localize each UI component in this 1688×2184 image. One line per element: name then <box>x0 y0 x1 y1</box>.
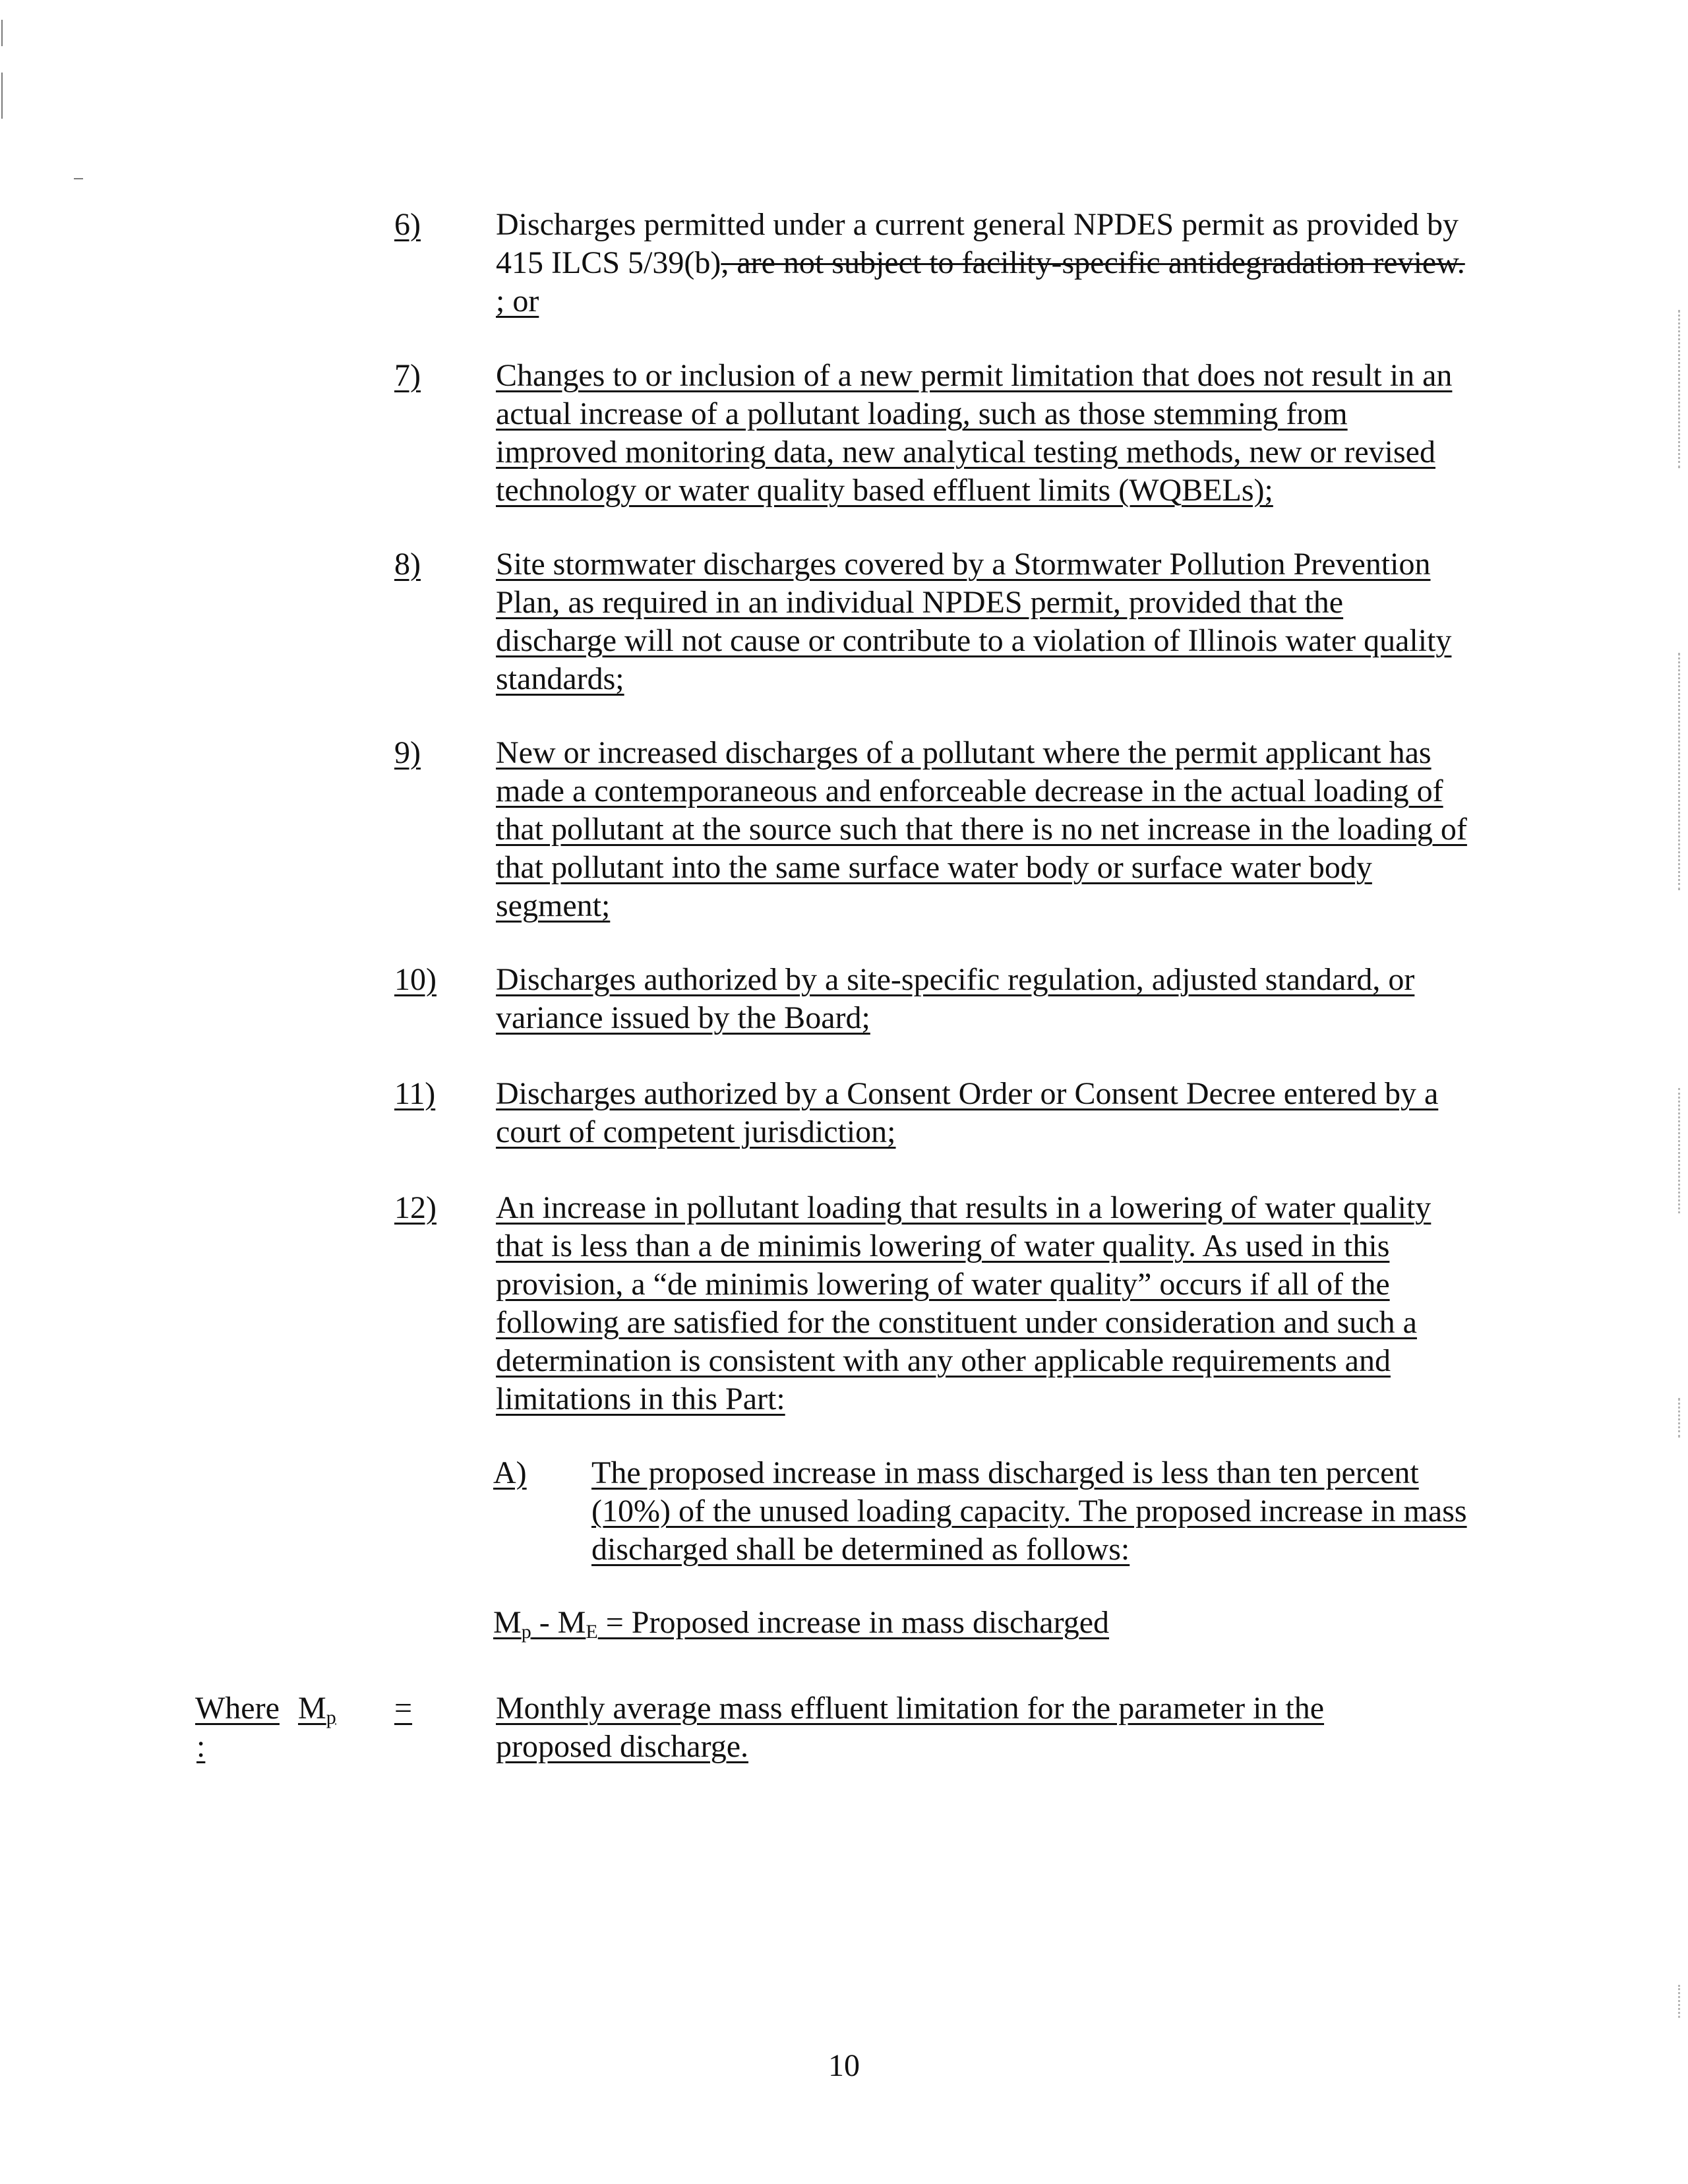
where-definition: Monthly average mass effluent limitation for the parameter in the proposed discharge. <box>496 1691 1325 1764</box>
item-8-text: Site stormwater discharges covered by a Stormwater Pollution Prevention Plan, as required in an individual NPDES permit, provided that the discharge will not cause or contribute to a violation of Illinois water quality standards; <box>496 547 1452 696</box>
scan-mark <box>74 178 83 179</box>
item-6-plain: Discharges permitted under a current general NPDES permit as provided by 415 ILCS 5/39(b) <box>496 207 1459 280</box>
item-6-text <box>496 206 1472 320</box>
where-symbol-m: M <box>298 1691 326 1726</box>
scan-mark <box>1678 1398 1684 1438</box>
scan-mark <box>1678 1088 1684 1213</box>
item-9-number: 9) <box>394 735 421 770</box>
item-12-number: 12) <box>394 1190 437 1225</box>
where-symbol <box>298 1689 336 1737</box>
item-9-text: New or increased discharges of a pollutant where the permit applicant has made a contemporaneous and enforceable decrease in the actual loading of that pollutant at the source such that there is no net increase in the loading of that pollutant into the same surface water body or surface water body segment; <box>496 735 1467 923</box>
scan-mark <box>1678 310 1684 468</box>
scan-mark <box>1 73 3 119</box>
item-10-number: 10) <box>394 962 437 997</box>
item-6-deleted: , are not subject to facility-specific antidegradation review. <box>721 245 1465 280</box>
item-6-number: 6) <box>394 207 421 242</box>
item-a-number: A) <box>493 1455 527 1490</box>
scan-mark <box>1 20 3 46</box>
item-7-number: 7) <box>394 358 421 393</box>
scan-mark <box>1678 653 1684 890</box>
where-colon: : <box>196 1729 206 1764</box>
mass-formula <box>493 1604 1109 1651</box>
item-10-text: Discharges authorized by a site-specific regulation, adjusted standard, or variance issued by the Board; <box>496 962 1415 1035</box>
formula-m: M <box>493 1605 522 1640</box>
item-7-text: Changes to or inclusion of a new permit limitation that does not result in an actual increase of a pollutant loading, such as those stemming from improved monitoring data, new analytical testing methods, new or revised technology or water quality based effluent limits (WQBELs); <box>496 358 1453 508</box>
item-11-number: 11) <box>394 1076 436 1111</box>
item-11-text: Discharges authorized by a Consent Order or Consent Decree entered by a court of competent jurisdiction; <box>496 1076 1439 1149</box>
item-6-inserted: ; or <box>496 284 539 318</box>
item-a-text: The proposed increase in mass discharged is less than ten percent (10%) of the unused loading capacity. The proposed increase in mass discharged shall be determined as follows: <box>591 1455 1467 1567</box>
scan-mark <box>1678 1985 1684 2018</box>
formula-sub-e: E <box>586 1621 598 1643</box>
where-symbol-sub: p <box>326 1707 336 1728</box>
page-number: 10 <box>828 2048 860 2083</box>
where-equals: = <box>394 1691 413 1726</box>
formula-rest: = Proposed increase in mass discharged <box>597 1605 1110 1640</box>
item-8-number: 8) <box>394 547 421 582</box>
formula-sub-p: p <box>521 1621 531 1643</box>
item-12-text: An increase in pollutant loading that results in a lowering of water quality that is less than a de minimis lowering of water quality. As used in this provision, a “de minimis lowering of water quality” occurs if all of the following are satisfied for the constituent under consideration and such a determination is consistent with any other applicable requirements and limitations in this Part: <box>496 1190 1432 1416</box>
formula-minus: - M <box>531 1605 586 1640</box>
where-label: Where <box>195 1691 280 1726</box>
